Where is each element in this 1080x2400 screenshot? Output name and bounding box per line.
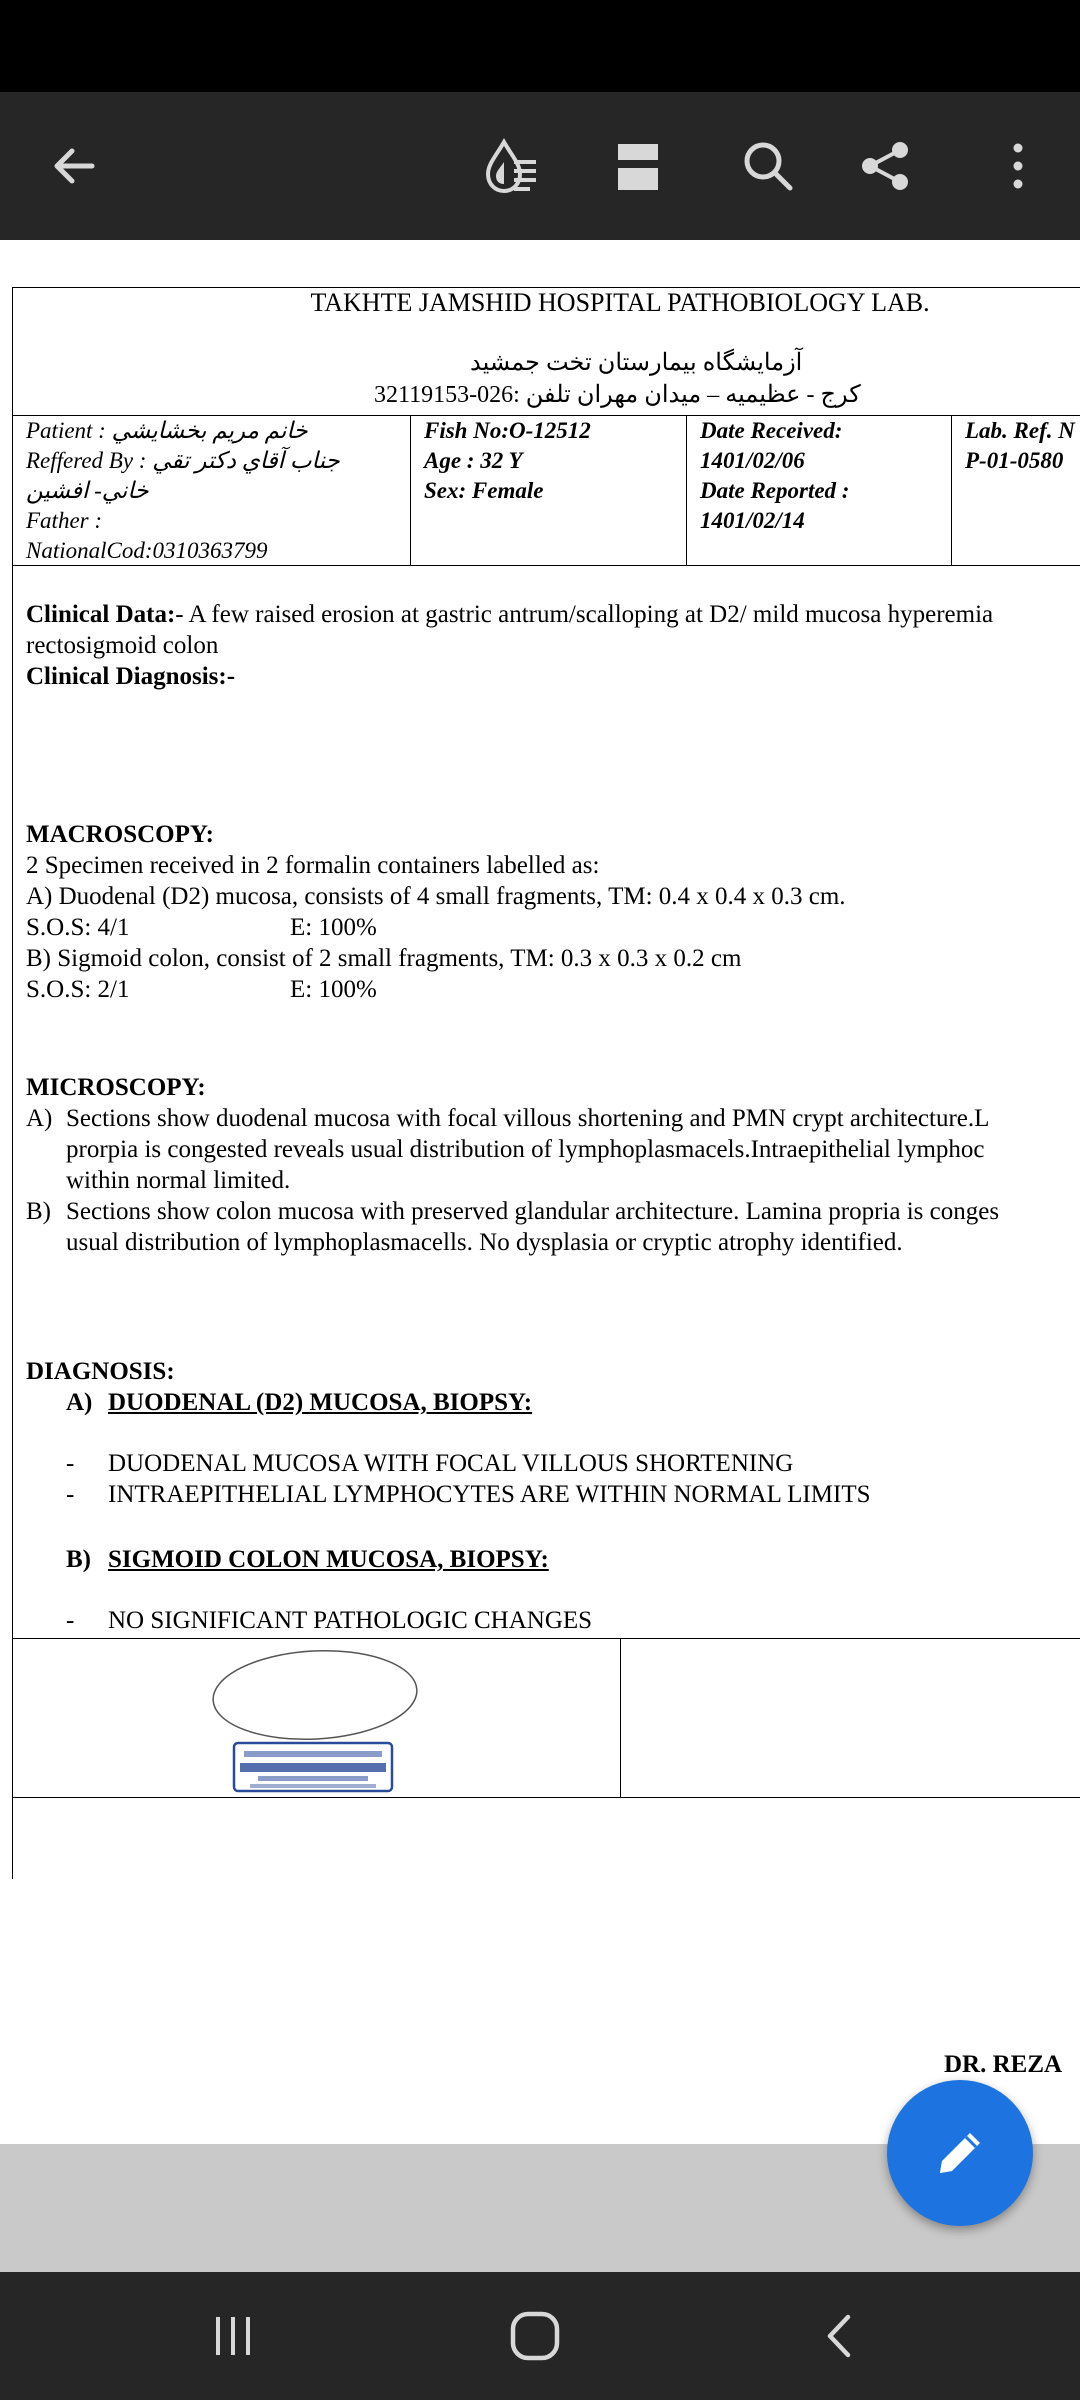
back-icon[interactable] xyxy=(800,2296,880,2376)
referred-by-cont: خاني- افشين xyxy=(26,478,149,503)
macroscopy-heading: MACROSCOPY: xyxy=(26,821,214,848)
embedded-a: E: 100% xyxy=(290,914,377,941)
farsi-lab-name: آزمايشگاه بيمارستان تخت جمشيد xyxy=(470,350,803,376)
diagnosis-marker-a: A) xyxy=(66,1389,93,1416)
microscopy-a-line: Sections show duodenal mucosa with focal villous shortening and PMN crypt architecture.L xyxy=(66,1105,990,1132)
signature-stamp-image xyxy=(210,1645,420,1795)
col-divider-3 xyxy=(951,415,952,565)
back-arrow-icon[interactable] xyxy=(34,126,114,206)
status-bar xyxy=(0,0,1080,92)
diagnosis-a-item: INTRAEPITHELIAL LYMPHOCYTES ARE WITHIN NORMAL LIMITS xyxy=(108,1481,871,1508)
diagnosis-marker-b: B) xyxy=(66,1546,91,1573)
patient-sex: Sex: Female xyxy=(424,478,544,503)
bullet: - xyxy=(66,1450,75,1477)
microscopy-marker-a: A) xyxy=(26,1105,53,1132)
microscopy-b-line: usual distribution of lymphoplasmacells. No dysplasia or cryptic atrophy identified. xyxy=(66,1229,903,1256)
page-layout-icon[interactable] xyxy=(598,126,678,206)
sos-b: S.O.S: 2/1 xyxy=(26,976,130,1003)
recent-apps-icon[interactable] xyxy=(193,2296,273,2376)
microscopy-marker-b: B) xyxy=(26,1198,51,1225)
report-title: TAKHTE JAMSHID HOSPITAL PATHOBIOLOGY LAB. xyxy=(310,288,930,317)
date-reported-label: Date Reported : xyxy=(700,478,850,503)
macroscopy-line: B) Sigmoid colon, consist of 2 small fragments, TM: 0.3 x 0.3 x 0.2 cm xyxy=(26,945,742,972)
lab-ref-label: Lab. Ref. N xyxy=(965,418,1075,443)
microscopy-b-line: Sections show colon mucosa with preserved glandular architecture. Lamina propria is conges xyxy=(66,1198,1000,1225)
date-received-label: Date Received: xyxy=(700,418,843,443)
diagnosis-b-item: NO SIGNIFICANT PATHOLOGIC CHANGES xyxy=(108,1607,593,1634)
date-received-value: 1401/02/06 xyxy=(700,448,805,473)
col-divider-2 xyxy=(686,415,687,565)
share-icon[interactable] xyxy=(846,126,926,206)
edit-pencil-icon xyxy=(928,2121,992,2185)
search-icon[interactable] xyxy=(728,126,808,206)
microscopy-heading: MICROSCOPY: xyxy=(26,1074,206,1101)
col-divider-1 xyxy=(410,415,411,565)
clinical-diagnosis: Clinical Diagnosis:- xyxy=(26,663,236,690)
document-page[interactable] xyxy=(0,240,1080,2144)
edit-button[interactable] xyxy=(887,2080,1033,2226)
diagnosis-heading: DIAGNOSIS: xyxy=(26,1358,175,1385)
reading-mode-icon[interactable] xyxy=(472,126,552,206)
clinical-data-label: Clinical Data: xyxy=(26,601,176,628)
fish-number: Fish No:O-12512 xyxy=(424,418,591,443)
doctor-name: DR. REZA xyxy=(944,2051,1063,2078)
diagnosis-a-item: DUODENAL MUCOSA WITH FOCAL VILLOUS SHORTENING xyxy=(108,1450,794,1477)
referred-by: Reffered By : جناب آقاي دكتر تقي xyxy=(26,448,340,473)
national-code: NationalCod:0310363799 xyxy=(26,538,268,563)
lab-ref-value: P-01-0580 xyxy=(965,448,1064,473)
microscopy-a-line: within normal limited. xyxy=(66,1167,291,1194)
signature-row-bottom xyxy=(12,1797,1080,1798)
embedded-b: E: 100% xyxy=(290,976,377,1003)
macroscopy-line: 2 Specimen received in 2 formalin containers labelled as: xyxy=(26,852,600,879)
system-nav-bar xyxy=(0,2272,1080,2400)
bullet: - xyxy=(66,1607,75,1634)
patient-name: Patient : خانم مريم بخشايشي xyxy=(26,418,308,443)
clinical-data xyxy=(26,600,993,630)
sos-a: S.O.S: 4/1 xyxy=(26,914,130,941)
diagnosis-a-title: DUODENAL (D2) MUCOSA, BIOPSY: xyxy=(108,1389,533,1416)
frame-left-line xyxy=(12,287,13,1879)
patient-age: Age : 32 Y xyxy=(424,448,523,473)
farsi-address-line: كرج - عظيميه – ميدان مهران تلفن :026-32119153 xyxy=(374,382,861,408)
father-field: Father : xyxy=(26,508,103,533)
signature-row-top xyxy=(12,1638,1080,1639)
macroscopy-line: A) Duodenal (D2) mucosa, consists of 4 small fragments, TM: 0.4 x 0.4 x 0.3 cm. xyxy=(26,883,846,910)
viewer-toolbar xyxy=(0,92,1080,240)
signature-col-divider xyxy=(620,1638,621,1797)
pathology-report xyxy=(0,240,1080,2144)
date-reported-value: 1401/02/14 xyxy=(700,508,805,533)
home-icon[interactable] xyxy=(495,2296,575,2376)
microscopy-a-line: prorpia is congested reveals usual distribution of lymphoplasmacels.Intraepithelial lymphoc xyxy=(66,1136,985,1163)
clinical-data-cont: rectosigmoid colon xyxy=(26,632,219,659)
clinical-data-text: - A few raised erosion at gastric antrum/scalloping at D2/ mild mucosa hyperemia xyxy=(175,601,994,628)
more-options-icon[interactable] xyxy=(978,126,1058,206)
diagnosis-b-title: SIGMOID COLON MUCOSA, BIOPSY: xyxy=(108,1546,549,1573)
bullet: - xyxy=(66,1481,75,1508)
